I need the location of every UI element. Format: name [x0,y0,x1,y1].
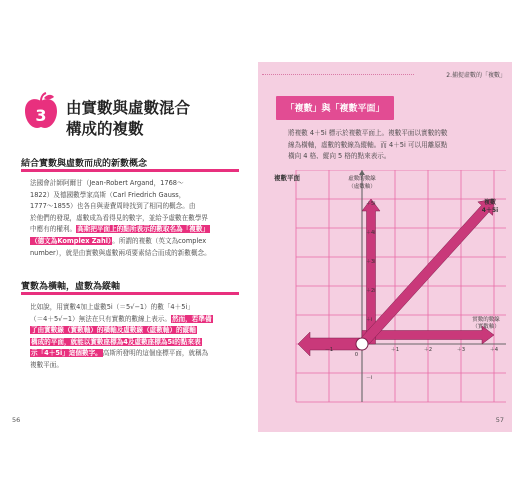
y-tick-label: ＋2i [366,288,376,294]
section2-highlight3: 構成的平面，就能以實數座標為4及虛數座標為5i的點來表 [31,337,201,346]
section1-tail2: number），就是由實數與虛數兩項要素結合而成的新數概念。 [30,248,211,257]
chapter-title-line2: 構成的複數 [66,120,144,138]
running-head-text: 2.捕捉虛數的「複數」 [446,72,506,79]
section1-title: 結合實數與虛數而成的新數概念 [21,159,148,169]
section2-title: 實數為橫軸，虛數為縱軸 [21,282,121,292]
page-number-left: 56 [12,416,21,424]
section2-line2: （＝4＋5√−1）無法在只有實數的數線上表示。 [30,314,171,323]
y-tick-label: ＋4i [366,230,376,236]
vector-arrows [298,199,497,356]
right-paragraph [288,128,500,163]
x-tick-label: ＋3 [456,347,466,353]
right-line2: 線為橫軸，虛數的數線為縱軸。而 4＋5i 可以用離原點 [288,140,448,149]
section2-paragraph [30,302,242,372]
section1-line5: 中應有的權利。 [30,225,77,234]
section1-tail1: 。所謂的複數（英文為complex [112,236,207,245]
section2-tail1: 高斯所發明的這個座標平面，就稱為 [102,349,209,358]
section-ribbon [276,96,394,120]
section1-highlight2: （德文為Komplex Zahl） [31,236,112,245]
chapter-title-line1: 由實數與虛數混合 [66,99,191,117]
section2-highlight2: 了由實數線（實數軸）的橫軸及虛數線（虛數軸）的縱軸 [31,326,196,335]
y-axis-label-line1: 虛數的數線 [348,176,376,182]
y-tick-label: ＋i [366,317,373,323]
x-tick-label: ＋4 [489,347,499,353]
point-label-line1: 複數 [483,199,497,206]
page-number-right: 57 [495,416,504,424]
x-tick-label: －1 [324,347,334,353]
section2-highlight1: 然而，若準備 [172,314,212,323]
section2-line1: 比如說，用實數4加上虛數5i（＝5√−1）的數「4＋5i」 [30,303,194,311]
x-axis-label-line1: 實數的數線 [472,317,500,323]
origin-label: 0 [354,352,358,358]
origin-point [356,338,368,350]
running-head-dots [262,74,414,75]
section2-highlight4: 示「4＋5i」這個數字。 [31,349,102,358]
section1-line4: 於他們的發現，虛數成為看得見的數字，並給予虛數在數學界 [30,213,209,222]
ribbon-title: 「複數」與「複數平面」 [285,104,385,114]
section1-line3: 1777～1855）也各自與妻費周時找到了相同的概念。由 [30,202,196,211]
y-tick-label: ＋5i [366,201,376,207]
left-page [8,62,255,432]
x-axis-label-line2: （實數軸） [472,324,500,330]
right-page [258,62,512,432]
section1-line1: 法國會計師阿爾甘（Jean-Robert Argand，1768～ [30,179,184,187]
running-head [258,68,512,79]
y-tick-label: －i [366,375,373,381]
diagram-title: 複數平面 [274,174,300,182]
section1-highlight1: 高斯把平面上的點所表示的數取名為「複數」 [77,225,210,234]
right-line3: 橫向 4 格、縱向 5 格的點來表示。 [288,152,391,160]
complex-plane-diagram [270,170,506,410]
point-label-line2: 4＋5i [481,207,499,214]
y-tick-label: ＋3i [366,259,376,265]
section2-rule [21,292,239,295]
section1-rule [21,169,239,172]
chapter-number: 3 [35,106,47,125]
section1-line2: 1822）及德國數學家高斯（Carl Friedrich Gauss， [30,190,186,199]
x-tick-label: ＋1 [390,347,400,353]
y-axis-label-line2: （虛數軸） [348,184,376,190]
imaginary-axis-arrowhead [359,170,365,175]
section2-tail2: 複數平面。 [30,360,63,369]
grid [296,170,506,402]
section1-paragraph [30,178,242,259]
x-tick-label: ＋2 [423,347,433,353]
apple-chapter-icon [22,92,60,132]
chapter-title [66,98,190,140]
right-line1: 將複數 4＋5i 標示於複數平面上。複數平面以實數的數 [288,129,448,137]
